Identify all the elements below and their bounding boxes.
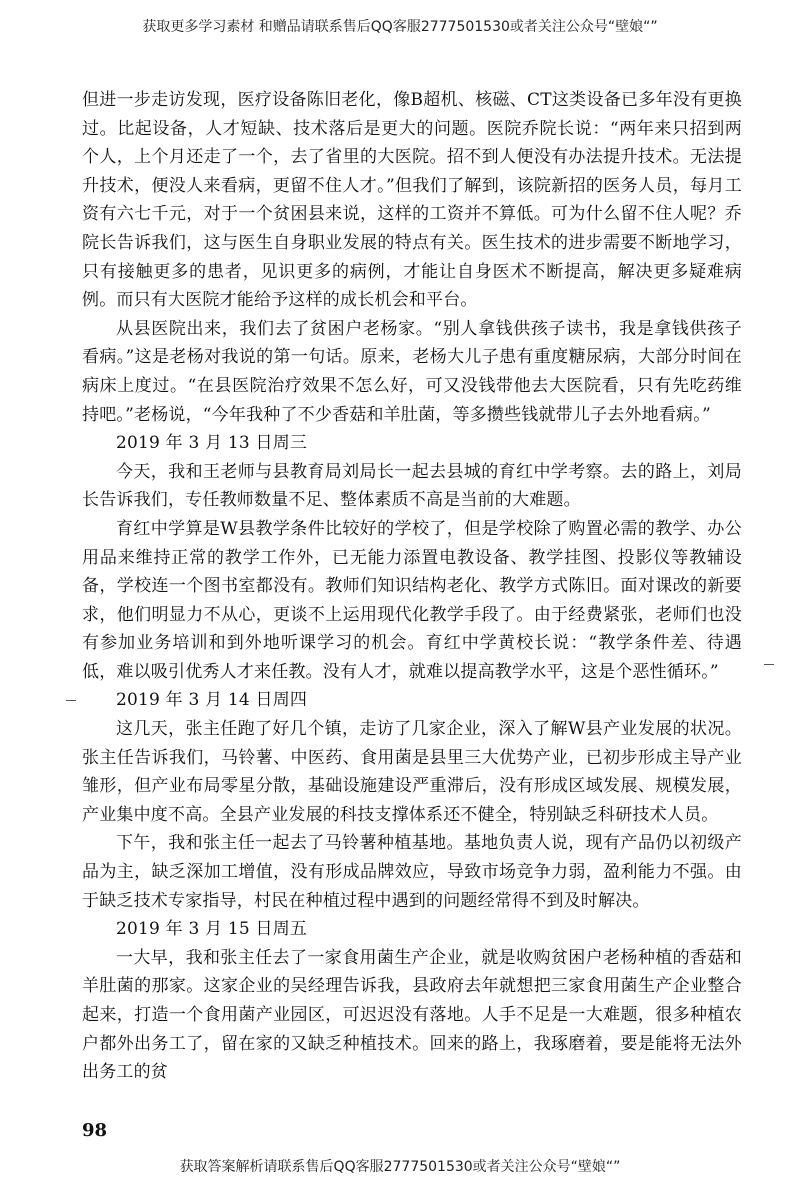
paragraph-mushroom-enterprise: 一大早，我和张主任去了一家食用菌生产企业，就是收购贫困户老杨种植的香菇和羊肚菌的那家。这家企业的吴经理告诉我，县政府去年就想把三家食用菌生产企业整合起来，打造一个食用菌产业园区，可迟迟没有落地。人手不足是一大难题，很多种植农户都外出务工了，留在家的又缺乏种植技术。回来的路上，我琢磨着，要是能将无法外出务工的贫 [82,947,742,1083]
paragraph-poor-household-yang: 从县医院出来，我们去了贫困户老杨家。“别人拿钱供孩子读书，我是拿钱供孩子看病。”这是老杨对我说的第一句话。原来，老杨大儿子患有重度糖尿病，大部分时间在病床上度过。“在县医院治疗效果不怎么好，可又没钱带他去大医院看，只有先吃药维持吧。”老杨说，“今年我种了不少香菇和羊肚菌，等多攒些钱就带儿子去外地看病。” [82,318,742,425]
diary-date-0314: 2019 年 3 月 14 日周四 [116,690,308,711]
page-number: 98 [82,1120,108,1141]
scan-edge-mark [764,664,774,665]
paragraph-hospital-continuation: 但进一步走访发现，医疗设备陈旧老化，像B超机、核磁、CT这类设备已多年没有更换过。比起设备，人才短缺、技术落后是更大的问题。医院乔院长说：“两年来只招到两个人，上个月还走了一个，去了省里的大医院。招不到人便没有办法提升技术。无法提升技术，便没人来看病，更留不住人才。”但我们了解到，该院新招的医务人员，每月工资有六七千元，对于一个贫困县来说，这样的工资并不算低。可为什么留不住人呢？乔院长告诉我们，这与医生自身职业发展的特点有关。医生技术的进步需要不断地学习，只有接触更多的患者，见识更多的病例，才能让自身医术不断提高，解决更多疑难病例。而只有大医院才能给予这样的成长机会和平台。 [82,90,742,311]
paragraph-potato-base: 下午，我和张主任一起去了马铃薯种植基地。基地负责人说，现有产品仍以初级产品为主，缺乏深加工增值，没有形成品牌效应，导致市场竞争力弱，盈利能力不强。由于缺乏技术专家指导，村民在种植过程中遇到的问题经常得不到及时解决。 [82,833,742,911]
paragraph-school-visit: 今天，我和王老师与县教育局刘局长一起去县城的育红中学考察。去的路上，刘局长告诉我们，专任教师数量不足、整体素质不高是当前的大难题。 [82,461,742,511]
scan-edge-mark [66,700,76,701]
header-promo-note: 获取更多学习素材 和赠品请联系售后QQ客服2777501530或者关注公众号“壁娘“” [142,19,658,35]
diary-date-0315: 2019 年 3 月 15 日周五 [116,919,308,940]
footer-promo-note: 获取答案解析请联系售后QQ客服2777501530或者关注公众号“壁娘“” [179,1159,621,1175]
diary-date-0313: 2019 年 3 月 13 日周三 [116,433,308,454]
document-body [82,86,742,1087]
paragraph-school-conditions: 育红中学算是W县教学条件比较好的学校了，但是学校除了购置必需的教学、办公用品来维持正常的教学工作外，已无能力添置电教设备、教学挂图、投影仪等教辅设备，学校连一个图书室都没有。教师们知识结构老化、教学方式陈旧。面对课改的新要求，他们明显力不从心，更谈不上运用现代化教学手段了。由于经费紧张，老师们也没有参加业务培训和到外地听课学习的机会。育红中学黄校长说：“教学条件差、待遇低，难以吸引优秀人才来任教。没有人才，就难以提高教学水平，这是个恶性循环。” [82,518,742,682]
paragraph-industry-survey: 这几天，张主任跑了好几个镇，走访了几家企业，深入了解W县产业发展的状况。张主任告诉我们，马铃薯、中医药、食用菌是县里三大优势产业，已初步形成主导产业雏形，但产业布局零星分散，基础设施建设严重滞后，没有形成区域发展、规模发展，产业集中度不高。全县产业发展的科技支撑体系还不健全，特别缺乏科研技术人员。 [82,719,742,825]
